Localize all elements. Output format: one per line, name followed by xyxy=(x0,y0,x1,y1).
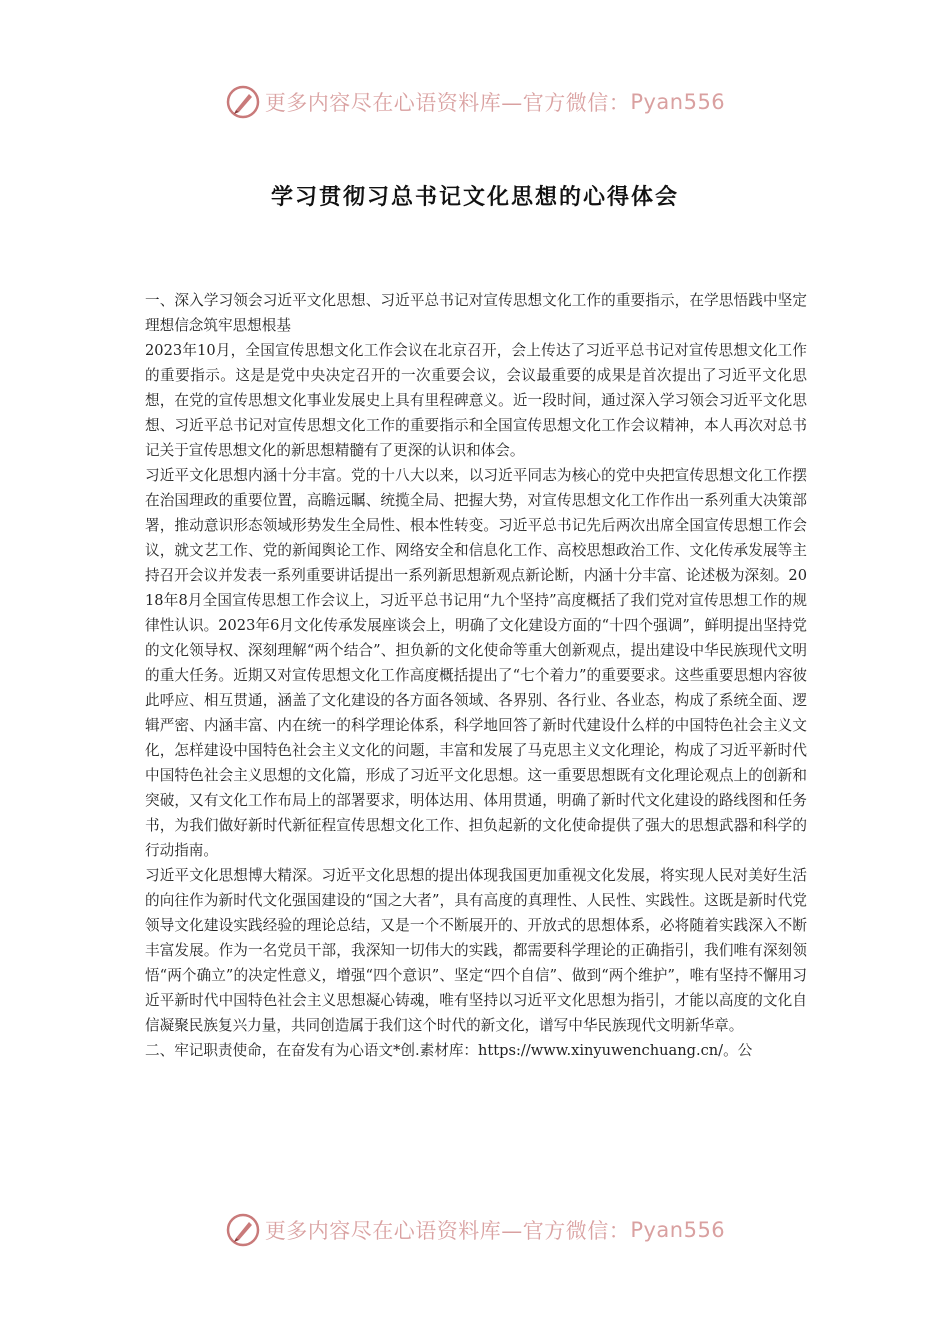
banner-wechat-id: Pyan556 xyxy=(630,1218,726,1242)
pen-logo-icon xyxy=(225,84,261,120)
section-heading-2: 二、牢记职责使命，在奋发有为心语文*创.素材库：https://www.xinyuwenchuang.cn/。公 xyxy=(145,1042,753,1059)
body-paragraph: 习近平文化思想内涵十分丰富。党的十八大以来，以习近平同志为核心的党中央把宣传思想文化工作摆在治国理政的重要位置，高瞻远瞩、统揽全局、把握大势，对宣传思想文化工作作出一系列重大决策部署，推动意识形态领域形势发生全局性、根本性转变。习近平总书记先后两次出席全国宣传思想工作会议，就文艺工作、党的新闻舆论工作、网络安全和信息化工作、高校思想政治工作、文化传承发展等主持召开会议并发表一系列重要讲话提出一系列新思想新观点新论断，内涵十分丰富、论述极为深刻。2018年8月全国宣传思想工作会议上，习近平总书记用“九个坚持”高度概括了我们党对宣传思想工作的规律性认识。2023年6月文化传承发展座谈会上，明确了文化建设方面的“十四个强调”，鲜明提出坚持党的文化领导权、深刻理解“两个结合”、担负新的文化使命等重大创新观点，提出建设中华民族现代文明的重大任务。近期又对宣传思想文化工作高度概括提出了“七个着力”的重要要求。这些重要思想内容彼此呼应、相互贯通，涵盖了文化建设的各方面各领域、各界别、各行业、各业态，构成了系统全面、逻辑严密、内涵丰富、内在统一的科学理论体系，科学地回答了新时代建设什么样的中国特色社会主义文化，怎样建设中国特色社会主义文化的问题，丰富和发展了马克思主义文化理论，构成了习近平新时代中国特色社会主义思想的文化篇，形成了习近平文化思想。这一重要思想既有文化理论观点上的创新和突破，又有文化工作布局上的部署要求，明体达用、体用贯通，明确了新时代文化建设的路线图和任务书，为我们做好新时代新征程宣传思想文化工作、担负起新的文化使命提供了强大的思想武器和科学的行动指南。 xyxy=(145,467,807,859)
banner-wechat-id: Pyan556 xyxy=(630,90,726,114)
header-watermark-banner xyxy=(0,82,950,122)
body-paragraph: 2023年10月，全国宣传思想文化工作会议在北京召开，会上传达了习近平总书记对宣传思想文化工作的重要指示。这是是党中央决定召开的一次重要会议，会议最重要的成果是首次提出了习近平文化思想，在党的宣传思想文化事业发展史上具有里程碑意义。近一段时间，通过深入学习领会习近平文化思想、习近平总书记对宣传思想文化工作的重要指示和全国宣传思想文化工作会议精神，本人再次对总书记关于宣传思想文化的新思想精髓有了更深的认识和体会。 xyxy=(145,342,807,459)
document-body xyxy=(145,288,807,1063)
document-title: 学习贯彻习总书记文化思想的心得体会 xyxy=(270,185,679,210)
body-paragraph: 习近平文化思想博大精深。习近平文化思想的提出体现我国更加重视文化发展，将实现人民对美好生活的向往作为新时代文化强国建设的“国之大者”，具有高度的真理性、人民性、实践性。这既是新时代党领导文化建设实践经验的理论总结，又是一个不断展开的、开放式的思想体系，必将随着实践深入不断丰富发展。作为一名党员干部，我深知一切伟大的实践，都需要科学理论的正确指引，我们唯有深刻领悟“两个确立”的决定性意义，增强“四个意识”、坚定“四个自信”、做到“两个维护”，唯有坚持不懈用习近平新时代中国特色社会主义思想凝心铸魂，唯有坚持以习近平文化思想为指引，才能以高度的文化自信凝聚民族复兴力量，共同创造属于我们这个时代的新文化，谱写中华民族现代文明新华章。 xyxy=(145,867,807,1034)
footer-watermark-banner xyxy=(0,1210,950,1250)
section-heading-1: 一、深入学习领会习近平文化思想、习近平总书记对宣传思想文化工作的重要指示，在学思悟践中坚定理想信念筑牢思想根基 xyxy=(145,292,807,334)
pen-logo-icon xyxy=(225,1212,261,1248)
banner-text: 更多内容尽在心语资料库—官方微信： xyxy=(264,1219,631,1243)
banner-text: 更多内容尽在心语资料库—官方微信： xyxy=(264,91,631,115)
